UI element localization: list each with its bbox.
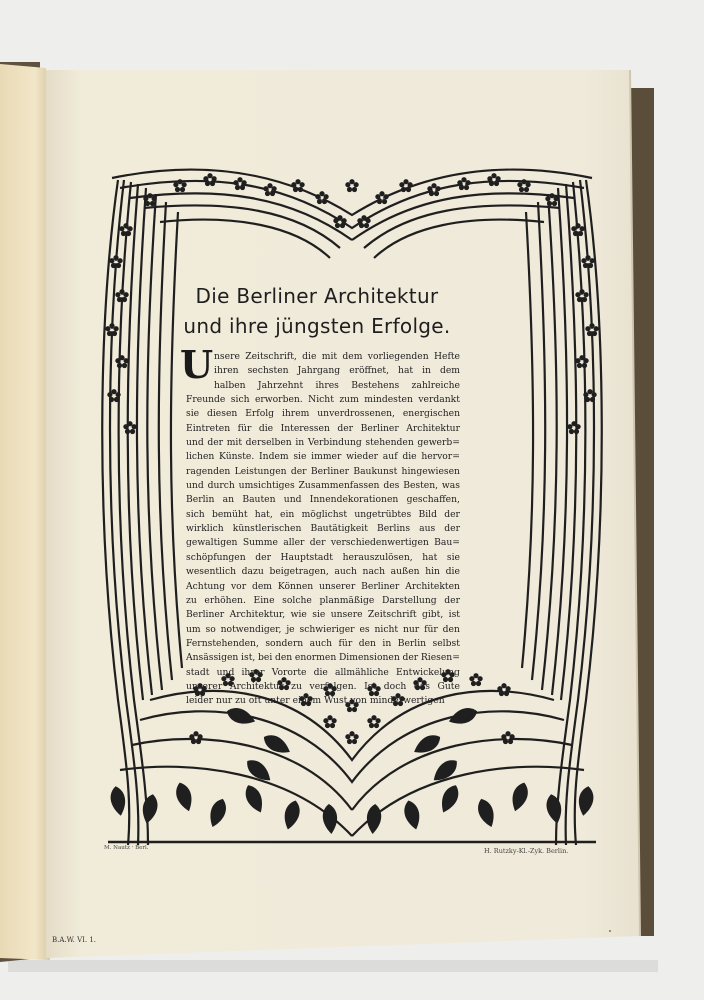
body-line: ragenden Leistungen der Berliner Baukunst hingewiesen [186, 465, 460, 477]
body-line: nsere Zeitschrift, die mit dem vorliegenden Hefte [214, 351, 460, 362]
body-line: zu erhöhen. Eine solche planmäßige Darstellung der [186, 594, 460, 606]
body-line: um so notwendiger, je schwieriger es nicht nur für den [186, 623, 460, 635]
body-line: wesentlich dazu beigetragen, auch nach außen hin die [186, 566, 460, 578]
body-line: Ansässigen ist, bei den enormen Dimensionen der Riesen= [186, 652, 460, 664]
body-line: wirklich künstlerischen Bautätigkeit Berlins aus der [186, 523, 460, 535]
body-line: sie diesen Erfolg ihrem unverdrossenen, energischen [186, 408, 460, 420]
body-line: lichen Künste. Indem sie immer wieder auf die hervor= [186, 451, 460, 463]
article-body [180, 342, 460, 709]
footer-signature: B.A.W. VI. 1. [52, 936, 97, 944]
left-page [0, 64, 50, 960]
artist-signature: M. Nautz · Berl. [104, 845, 149, 851]
body-line: Berlin an Bauten und Innendekorationen geschaffen, [186, 494, 460, 506]
body-line: und der mit derselben in Verbindung stehenden gewerb= [186, 437, 460, 449]
printer-credit: H. Rutzky-Kl.-Zyk. Berlin. [484, 847, 569, 855]
body-line: Berliner Architektur, wie sie unsere Zeitschrift gibt, ist [186, 609, 460, 621]
body-line: sich bemüht hat, ein möglichst ungetrübtes Bild der [186, 508, 460, 520]
page-title-line-1: Die Berliner Architektur [195, 284, 439, 308]
body-line: gewaltigen Summe aller der verschiedenwertigen Bau= [186, 537, 460, 549]
body-line: unserer Architektur zu verfolgen. Ist doch das Gute [186, 680, 460, 692]
body-line: und durch umsichtiges Zusammenfassen des Besten, was [186, 480, 460, 492]
body-line: halben Jahrzehnt ihres Bestehens zahlreiche [214, 379, 460, 391]
body-line: ihren sechsten Jahrgang eröffnet, hat in dem [214, 365, 460, 377]
body-line: Eintreten für die Interessen der Berliner Architektur [186, 422, 460, 434]
body-line: Fernstehenden, sondern auch für den in Berlin selbst [186, 637, 460, 649]
body-line: Freunde sich erworben. Nicht zum mindesten verdankt [186, 394, 460, 406]
body-lines [186, 350, 460, 709]
body-line: schöpfungen der Hauptstadt herauszulösen, hat sie [186, 551, 460, 563]
drop-cap: U [180, 342, 214, 387]
body-line: leider nur zu oft unter einem Wust von minderwertigen [186, 695, 445, 707]
body-line: stadt und ihrer Vororte die allmähliche Entwickelung [186, 666, 460, 678]
body-line: Achtung vor dem Können unserer Berliner Architekten [186, 580, 460, 592]
page-title-line-2: und ihre jüngsten Erfolge. [183, 314, 451, 338]
